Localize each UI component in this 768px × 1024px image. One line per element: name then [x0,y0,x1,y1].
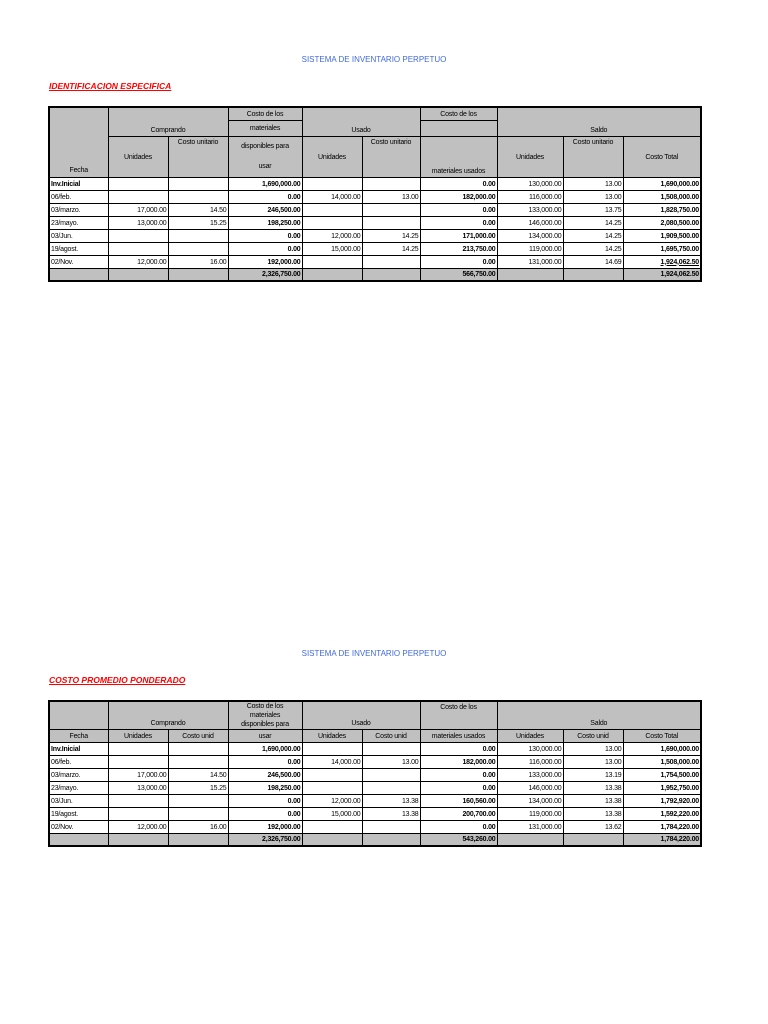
fecha-cell: 02/Nov. [49,821,108,834]
saldo-unidades-cell: 119,000.00 [497,808,563,821]
usado-costo-cell: 14.25 [362,243,420,256]
fecha-cell: Inv.Inicial [49,743,108,756]
saldo-costo-unitario-header: Costo unitario [563,137,623,178]
costo-usados-cell: 213,750.00 [420,243,497,256]
fecha-cell: 19/agost. [49,808,108,821]
saldo-header: Saldo [497,701,701,730]
costo-usados-cell: 182,000.00 [420,756,497,769]
usado-costo-unitario-header: Costo unitario [362,137,420,178]
saldo-total-cell: 1,828,750.00 [623,204,701,217]
costo-disponibles-cell: 0.00 [228,243,302,256]
costo-disponibles-cell: 0.00 [228,808,302,821]
fecha-cell: 02/Nov. [49,256,108,269]
costo-usados-cell: 0.00 [420,782,497,795]
usado-costo-cell [362,769,420,782]
costo-usados-cell: 171,000.00 [420,230,497,243]
saldo-unidades-cell: 146,000.00 [497,782,563,795]
fecha-cell: 23/mayo. [49,782,108,795]
costo-usados-cell: 0.00 [420,769,497,782]
table-row [49,230,701,243]
saldo-total-cell: 1,952,750.00 [623,782,701,795]
comprando-unidades-cell: 13,000.00 [108,217,168,230]
fecha-cell: 23/mayo. [49,217,108,230]
report2-table [48,700,702,847]
comprando-unidades-cell: 17,000.00 [108,769,168,782]
costo-disponibles-cell: 1,690,000.00 [228,178,302,191]
comprando-costo-cell [168,795,228,808]
table-row [49,204,701,217]
costo-usados-cell: 0.00 [420,821,497,834]
fecha-cell: 03/marzo. [49,769,108,782]
saldo-costo-cell: 13.38 [563,782,623,795]
costo-usados-cell: 0.00 [420,256,497,269]
total-disponibles: 2,326,750.00 [228,269,302,282]
fecha-cell: 19/agost. [49,243,108,256]
table-row [49,808,701,821]
usado-unidades-cell [302,769,362,782]
usado-costo-cell: 13.00 [362,191,420,204]
totals-row [49,269,701,282]
costo-usados-cell: 160,560.00 [420,795,497,808]
saldo-costo-cell: 14.25 [563,243,623,256]
usado-costo-cell [362,256,420,269]
comprando-unidades-cell [108,808,168,821]
usado-unidades-cell [302,256,362,269]
saldo-unidades-cell: 146,000.00 [497,217,563,230]
comprando-costo-cell: 16.00 [168,256,228,269]
saldo-unidades-cell: 130,000.00 [497,178,563,191]
saldo-unidades-cell: 133,000.00 [497,769,563,782]
saldo-total-cell: 1,592,220.00 [623,808,701,821]
table-row [49,217,701,230]
saldo-unidades-cell: 130,000.00 [497,743,563,756]
saldo-unidades-cell: 119,000.00 [497,243,563,256]
saldo-total-cell: 1,508,000.00 [623,191,701,204]
usado-costo-cell: 14.25 [362,230,420,243]
costo-usados-cell: 0.00 [420,217,497,230]
comprando-costo-cell: 16.00 [168,821,228,834]
costo-total-header: Costo Total [623,137,701,178]
table-row [49,769,701,782]
costo-mat-header-3: disponibles para [241,143,289,150]
comprando-costo-cell [168,191,228,204]
usado-unidades-cell [302,178,362,191]
comprando-unidades-cell [108,178,168,191]
costo-disponibles-cell: 0.00 [228,756,302,769]
saldo-unidades-cell: 131,000.00 [497,821,563,834]
usado-costo-cell [362,178,420,191]
total-saldo: 1,784,220.00 [623,834,701,847]
comprando-unidades-cell [108,230,168,243]
costo-usados-header-1: Costo de los [420,701,497,730]
table-row [49,178,701,191]
report2-method: COSTO PROMEDIO PONDERADO [49,675,186,685]
costo-mat-header-1: Costo de los [228,107,302,121]
usado-costo-cell [362,204,420,217]
usado-header: Usado [302,107,420,137]
costo-usados-cell: 182,000.00 [420,191,497,204]
comprando-unidades-cell [108,743,168,756]
usado-costo-cell [362,743,420,756]
usado-costo-unid-header: Costo unid [362,730,420,743]
comprando-header: Comprando [108,701,228,730]
usado-costo-cell [362,782,420,795]
comprando-unidades-cell: 12,000.00 [108,256,168,269]
fecha-cell: 03/Jun. [49,795,108,808]
costo-mat-header-3: disponibles para [241,721,289,728]
saldo-unidades-cell: 133,000.00 [497,204,563,217]
saldo-total-cell: 2,080,500.00 [623,217,701,230]
comprando-unidades-cell: 12,000.00 [108,821,168,834]
comprando-unidades-cell [108,795,168,808]
saldo-unidades-cell: 134,000.00 [497,795,563,808]
comprando-unidades-cell: 17,000.00 [108,204,168,217]
saldo-total-cell: 1,784,220.00 [623,821,701,834]
usado-unidades-cell [302,204,362,217]
usado-unidades-cell [302,743,362,756]
report1-table [48,106,702,282]
fecha-cell: 06/feb. [49,756,108,769]
costo-disponibles-cell: 246,500.00 [228,204,302,217]
costo-usados-header-2: materiales usados [420,137,497,178]
saldo-costo-cell: 13.62 [563,821,623,834]
fecha-cell: 03/marzo. [49,204,108,217]
saldo-total-cell: 1,754,500.00 [623,769,701,782]
table-row [49,756,701,769]
usado-costo-cell [362,217,420,230]
usado-costo-cell: 13.38 [362,808,420,821]
costo-disponibles-cell: 198,250.00 [228,782,302,795]
saldo-costo-cell: 13.00 [563,756,623,769]
usado-unidades-cell [302,821,362,834]
usado-unidades-cell: 12,000.00 [302,230,362,243]
comprando-costo-cell: 14.50 [168,769,228,782]
costo-total-header: Costo Total [623,730,701,743]
saldo-costo-unid-header: Costo unid [563,730,623,743]
saldo-total-cell: 1,690,000.00 [623,743,701,756]
usado-unidades-cell: 14,000.00 [302,191,362,204]
comprando-costo-cell [168,808,228,821]
saldo-costo-cell: 13.75 [563,204,623,217]
saldo-unidades-cell: 116,000.00 [497,191,563,204]
totals-row [49,834,701,847]
saldo-unidades-cell: 131,000.00 [497,256,563,269]
fecha-cell: 06/feb. [49,191,108,204]
saldo-unidades-header: Unidades [497,730,563,743]
comprando-unidades-cell: 13,000.00 [108,782,168,795]
costo-usados-cell: 0.00 [420,743,497,756]
costo-usados-header-1: Costo de los [420,107,497,121]
fecha-cell: 03/Jun. [49,230,108,243]
saldo-costo-cell: 14.69 [563,256,623,269]
comprando-costo-cell [168,178,228,191]
report2-title: SISTEMA DE INVENTARIO PERPETUO [301,649,447,658]
table-row [49,821,701,834]
comprando-costo-cell [168,756,228,769]
total-usados: 543,260.00 [420,834,497,847]
total-saldo: 1,924,062.50 [623,269,701,282]
costo-usados-header-2: materiales usados [420,730,497,743]
saldo-costo-cell: 13.00 [563,743,623,756]
saldo-costo-cell: 14.25 [563,217,623,230]
costo-disponibles-cell: 0.00 [228,795,302,808]
report1-title: SISTEMA DE INVENTARIO PERPETUO [301,55,447,64]
usado-unidades-cell: 14,000.00 [302,756,362,769]
usado-unidades-cell: 15,000.00 [302,808,362,821]
comprando-costo-cell: 14.50 [168,204,228,217]
unidades-header: Unidades [108,730,168,743]
saldo-total-cell: 1,695,750.00 [623,243,701,256]
table-row [49,782,701,795]
comprando-unidades-cell [108,191,168,204]
comprando-costo-cell [168,230,228,243]
costo-usados-cell: 0.00 [420,204,497,217]
costo-mat-header-2: materiales [249,712,281,719]
costo-disponibles-cell: 0.00 [228,191,302,204]
table-row [49,795,701,808]
usado-costo-cell: 13.00 [362,756,420,769]
usado-unidades-cell [302,217,362,230]
costo-disponibles-cell: 0.00 [228,230,302,243]
saldo-header: Saldo [497,107,701,137]
costo-mat-header-2: materiales [228,121,302,137]
saldo-costo-cell: 14.25 [563,230,623,243]
costo-unitario-header: Costo unitario [168,137,228,178]
saldo-costo-cell: 13.38 [563,795,623,808]
saldo-total-cell: 1,792,920.00 [623,795,701,808]
saldo-costo-cell: 13.19 [563,769,623,782]
comprando-unidades-cell [108,756,168,769]
usado-unidades-cell: 15,000.00 [302,243,362,256]
comprando-costo-cell [168,743,228,756]
fecha-header: Fecha [49,107,108,178]
usado-costo-cell: 13.38 [362,795,420,808]
usado-unidades-header: Unidades [302,137,362,178]
report1-method: IDENTIFICACION ESPECIFICA [49,81,172,91]
fecha-cell: Inv.Inicial [49,178,108,191]
table-row [49,243,701,256]
costo-disponibles-cell: 198,250.00 [228,217,302,230]
total-disponibles: 2,326,750.00 [228,834,302,847]
costo-disponibles-cell: 1,690,000.00 [228,743,302,756]
table-row [49,256,701,269]
costo-disponibles-cell: 192,000.00 [228,821,302,834]
saldo-total-cell: 1,909,500.00 [623,230,701,243]
comprando-unidades-cell [108,243,168,256]
costo-mat-header-1: Costo de los [246,703,284,710]
total-usados: 566,750.00 [420,269,497,282]
usado-costo-cell [362,821,420,834]
table-row [49,191,701,204]
usado-header: Usado [302,701,420,730]
costo-unid-header: Costo unid [168,730,228,743]
unidades-header: Unidades [108,137,168,178]
comprando-costo-cell [168,243,228,256]
costo-mat-header-4: usar [258,163,272,170]
usado-unidades-header: Unidades [302,730,362,743]
costo-usados-cell: 0.00 [420,178,497,191]
costo-mat-header-4: usar [228,730,302,743]
saldo-total-cell: 1,508,000.00 [623,756,701,769]
costo-disponibles-cell: 192,000.00 [228,256,302,269]
saldo-costo-cell: 13.38 [563,808,623,821]
costo-disponibles-cell: 246,500.00 [228,769,302,782]
usado-unidades-cell [302,782,362,795]
comprando-costo-cell: 15.25 [168,217,228,230]
table-row [49,743,701,756]
saldo-unidades-cell: 134,000.00 [497,230,563,243]
saldo-costo-cell: 13.00 [563,178,623,191]
usado-unidades-cell: 12,000.00 [302,795,362,808]
comprando-header: Comprando [108,107,228,137]
costo-usados-cell: 200,700.00 [420,808,497,821]
saldo-unidades-header: Unidades [497,137,563,178]
fecha-header: Fecha [49,730,108,743]
saldo-total-cell: 1,690,000.00 [623,178,701,191]
saldo-unidades-cell: 116,000.00 [497,756,563,769]
saldo-total-cell: 1,924,062.50 [623,256,701,269]
comprando-costo-cell: 15.25 [168,782,228,795]
saldo-costo-cell: 13.00 [563,191,623,204]
